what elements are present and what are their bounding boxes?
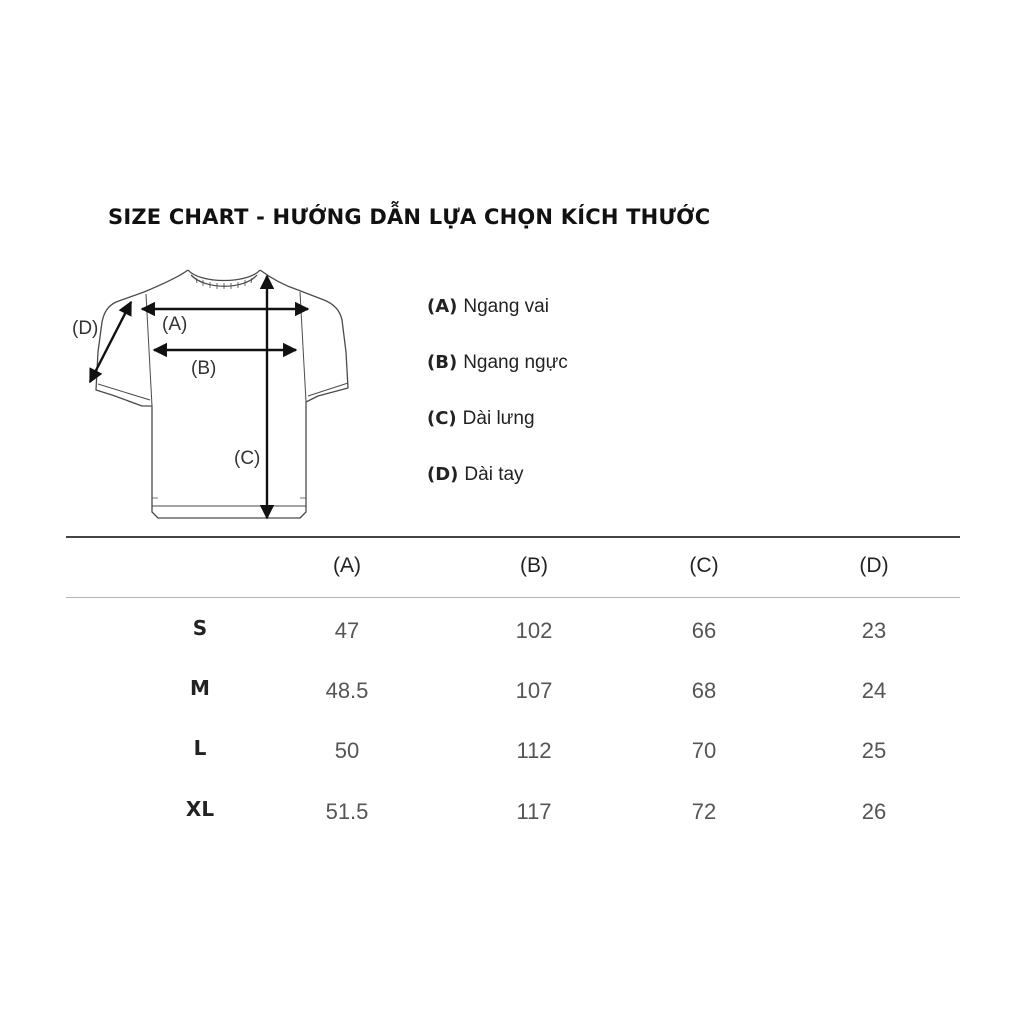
- legend-text: Ngang vai: [463, 296, 549, 317]
- table-body: [66, 598, 960, 838]
- value-a: 51.5: [325, 799, 369, 824]
- legend-item-b: [427, 352, 568, 408]
- diagram-label-d: (D): [72, 318, 99, 339]
- legend-text: Dài tay: [464, 464, 524, 485]
- size-label: S: [192, 616, 208, 640]
- size-label: L: [193, 736, 207, 760]
- column-header-c: (C): [689, 554, 719, 577]
- tshirt-outline: [96, 270, 348, 518]
- legend-item-a: [427, 296, 568, 352]
- size-table: [66, 536, 960, 838]
- measurement-arrows: [90, 276, 308, 518]
- value-d: 25: [861, 738, 887, 763]
- diagram-label-b: (B): [191, 358, 217, 379]
- diagram-label-a: (A): [162, 314, 188, 335]
- value-d: 24: [861, 678, 887, 703]
- size-label: M: [190, 676, 210, 700]
- value-c: 70: [691, 738, 717, 763]
- legend-key: (C): [427, 408, 457, 429]
- value-c: 72: [691, 799, 717, 824]
- size-chart-title: SIZE CHART - HƯỚNG DẪN LỰA CHỌN KÍCH THƯỚC: [108, 205, 711, 229]
- arrow-d-sleeve: [90, 302, 131, 382]
- legend-key: (D): [427, 464, 459, 485]
- value-c: 66: [691, 618, 717, 643]
- legend-key: (A): [427, 296, 458, 317]
- value-a: 48.5: [325, 678, 369, 703]
- table-row: [66, 793, 960, 833]
- legend-text: Ngang ngực: [463, 352, 568, 373]
- value-b: 107: [515, 678, 553, 703]
- value-a: 50: [334, 738, 360, 763]
- legend-item-c: [427, 408, 568, 464]
- table-row: [66, 672, 960, 712]
- diagram-label-c: (C): [234, 448, 261, 469]
- tshirt-measurement-diagram: [60, 262, 370, 527]
- column-header-b: (B): [520, 554, 548, 577]
- table-row: [66, 612, 960, 652]
- value-d: 23: [861, 618, 887, 643]
- value-b: 117: [516, 799, 552, 824]
- table-header-row: [66, 538, 960, 597]
- value-b: 102: [515, 618, 553, 643]
- legend-key: (B): [427, 352, 458, 373]
- column-header-a: (A): [333, 554, 361, 577]
- table-row: [66, 732, 960, 772]
- legend-text: Dài lưng: [462, 408, 535, 429]
- column-header-d: (D): [859, 554, 889, 577]
- measurement-legend: [427, 296, 568, 520]
- value-b: 112: [516, 738, 552, 763]
- value-a: 47: [334, 618, 360, 643]
- size-label: XL: [185, 797, 215, 821]
- legend-item-d: [427, 464, 568, 520]
- value-d: 26: [861, 799, 887, 824]
- value-c: 68: [691, 678, 717, 703]
